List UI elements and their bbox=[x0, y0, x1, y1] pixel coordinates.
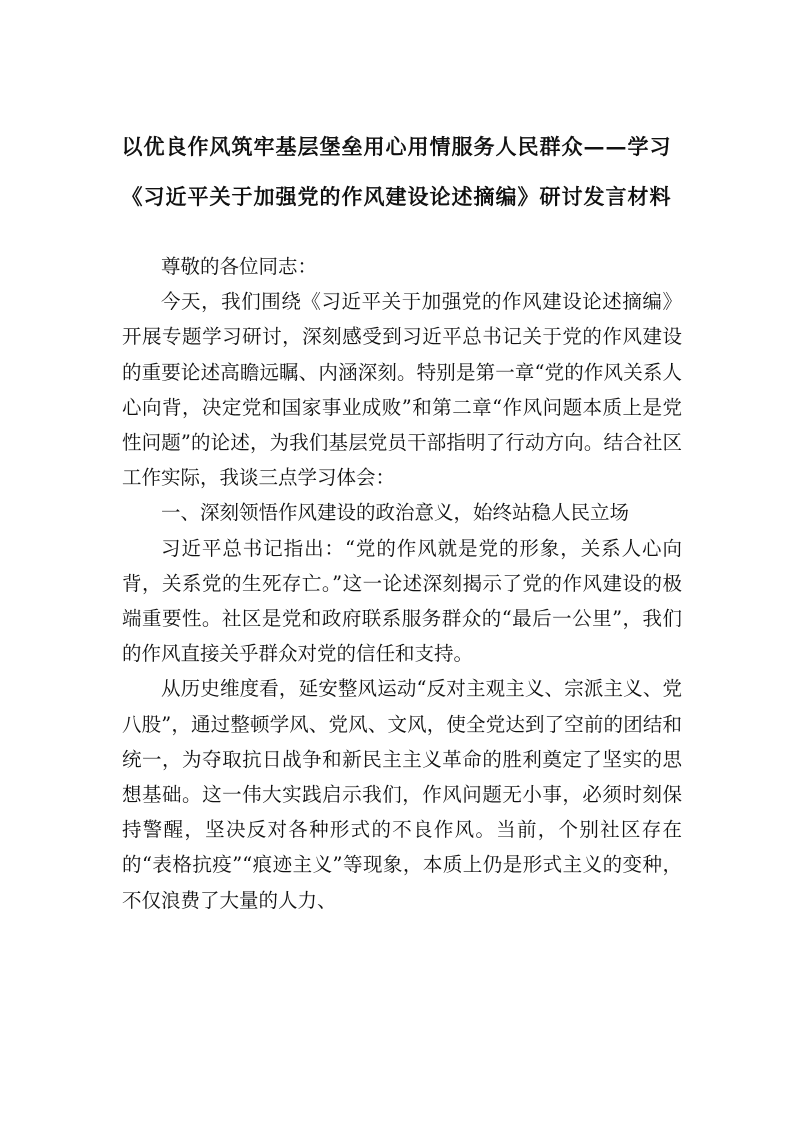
salutation: 尊敬的各位同志： bbox=[161, 255, 318, 278]
document-title-line-2: 《习近平关于加强党的作风建设论述摘编》研讨发言材料 bbox=[121, 184, 672, 209]
body-paragraph: 习近平总书记指出：“党的作风就是党的形象，关系人心向背，关系党的生死存亡。”这一论述深刻揭示了党的作风建设的极端重要性。社区是党和政府联系服务群众的“最后一公里”，我们的作风直接关乎群众对党的信任和支持。 bbox=[122, 536, 682, 666]
body-paragraph: 从历史维度看，延安整风运动“反对主观主义、宗派主义、党八股”，通过整顿学风、党风、文风，使全党达到了空前的团结和统一，为夺取抗日战争和新民主主义革命的胜利奠定了坚实的思想基础。这一伟大实践启示我们，作风问题无小事，必须时刻保持警醒，坚决反对各种形式的不良作风。当前，个别社区存在的“表格抗疫”“痕迹主义”等现象，本质上仍是形式主义的变种，不仅浪费了大量的人力、 bbox=[122, 677, 682, 912]
document-title-line-1: 以优良作风筑牢基层堡垒用心用情服务人民群众——学习 bbox=[121, 134, 672, 159]
body-paragraph: 今天，我们围绕《习近平关于加强党的作风建设论述摘编》开展专题学习研讨，深刻感受到习近平总书记关于党的作风建设的重要论述高瞻远瞩、内涵深刻。特别是第一章“党的作风关系人心向背，决定党和国家事业成败”和第二章“作风问题本质上是党性问题”的论述，为我们基层党员干部指明了行动方向。结合社区工作实际，我谈三点学习体会： bbox=[122, 290, 682, 490]
section-heading: 一、深刻领悟作风建设的政治意义，始终站稳人民立场 bbox=[161, 501, 630, 525]
document-body bbox=[122, 249, 682, 918]
